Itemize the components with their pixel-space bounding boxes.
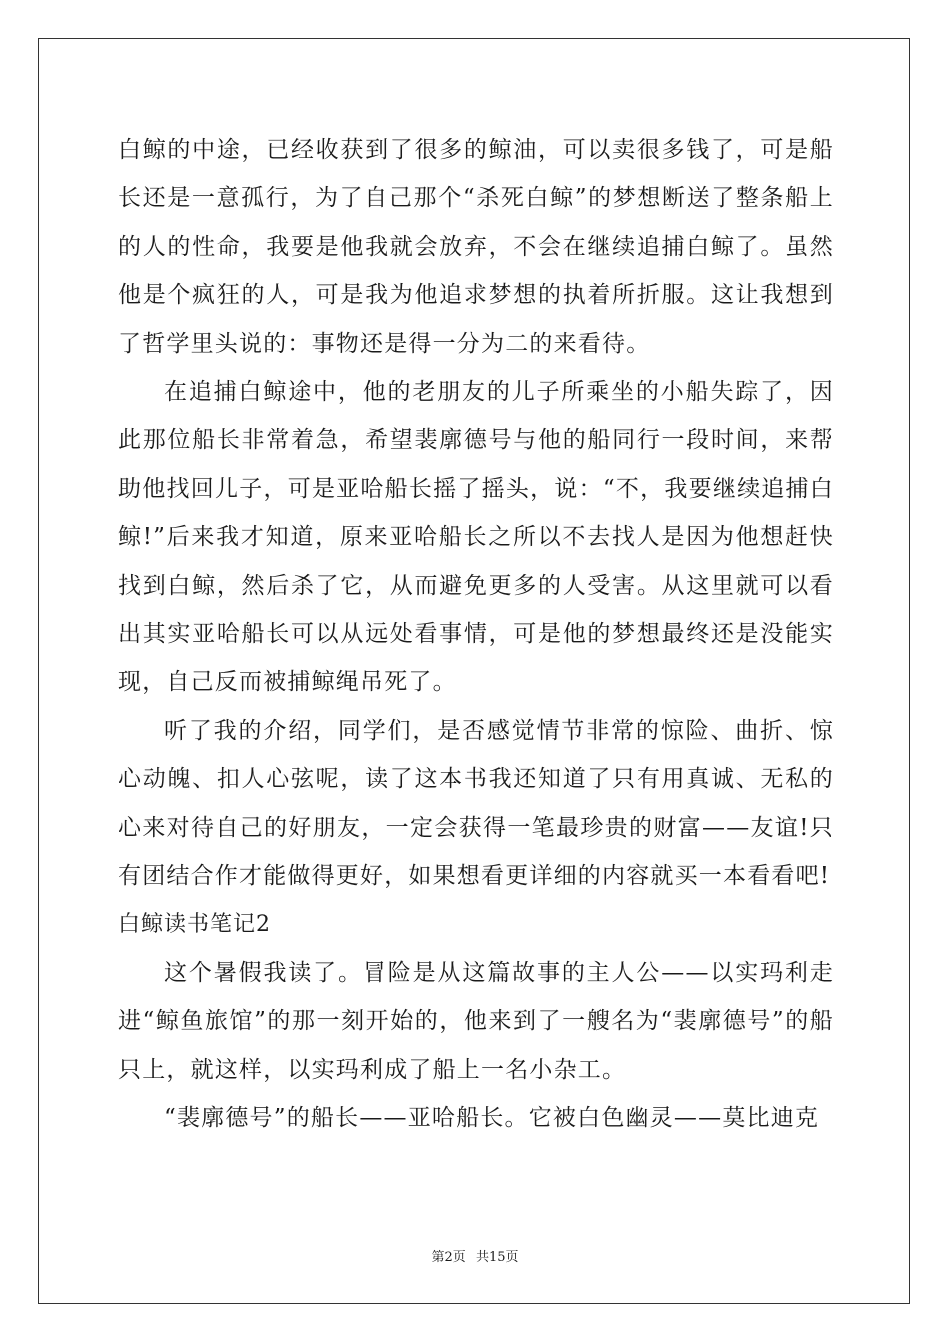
- paragraph-5: “裴廓德号”的船长——亚哈船长。它被白色幽灵——莫比迪克: [164, 1105, 820, 1132]
- section-heading: 白鲸读书笔记2: [118, 911, 271, 937]
- document-body: [118, 126, 834, 1143]
- page-number: 第2页: [431, 1250, 466, 1265]
- page-total: 共15页: [475, 1250, 519, 1265]
- paragraph-1: 白鲸的中途，已经收获到了很多的鲸油，可以卖很多钱了，可是船长还是一意孤行，为了自己那个“杀死白鲸”的梦想断送了整条船上的人的性命，我要是他我就会放弃，不会在继续追捕白鲸了。虽然他是个疯狂的人，可是我为他追求梦想的执着所折服。这让我想到了哲学里头说的：事物还是得一分为二的来看待。: [118, 137, 834, 357]
- page-footer: [0, 1246, 950, 1265]
- paragraph-2: 在追捕白鲸途中，他的老朋友的儿子所乘坐的小船失踪了，因此那位船长非常着急，希望裴廓德号与他的船同行一段时间，来帮助他找回儿子，可是亚哈船长摇了摇头，说：“不，我要继续追捕白鲸!”后来我才知道，原来亚哈船长之所以不去找人是因为他想赶快找到白鲸，然后杀了它，从而避免更多的人受害。从这里就可以看出其实亚哈船长可以从远处看事情，可是他的梦想最终还是没能实现，自己反而被捕鲸绳吊死了。: [118, 379, 834, 696]
- paragraph-3: 听了我的介绍，同学们，是否感觉情节非常的惊险、曲折、惊心动魄、扣人心弦呢，读了这本书我还知道了只有用真诚、无私的心来对待自己的好朋友，一定会获得一笔最珍贵的财富——友谊!只有团结合作才能做得更好，如果想看更详细的内容就买一本看看吧!: [118, 717, 834, 890]
- paragraph-4: 这个暑假我读了。冒险是从这篇故事的主人公——以实玛利走进“鲸鱼旅馆”的那一刻开始的，他来到了一艘名为“裴廓德号”的船只上，就这样，以实玛利成了船上一名小杂工。: [118, 959, 834, 1083]
